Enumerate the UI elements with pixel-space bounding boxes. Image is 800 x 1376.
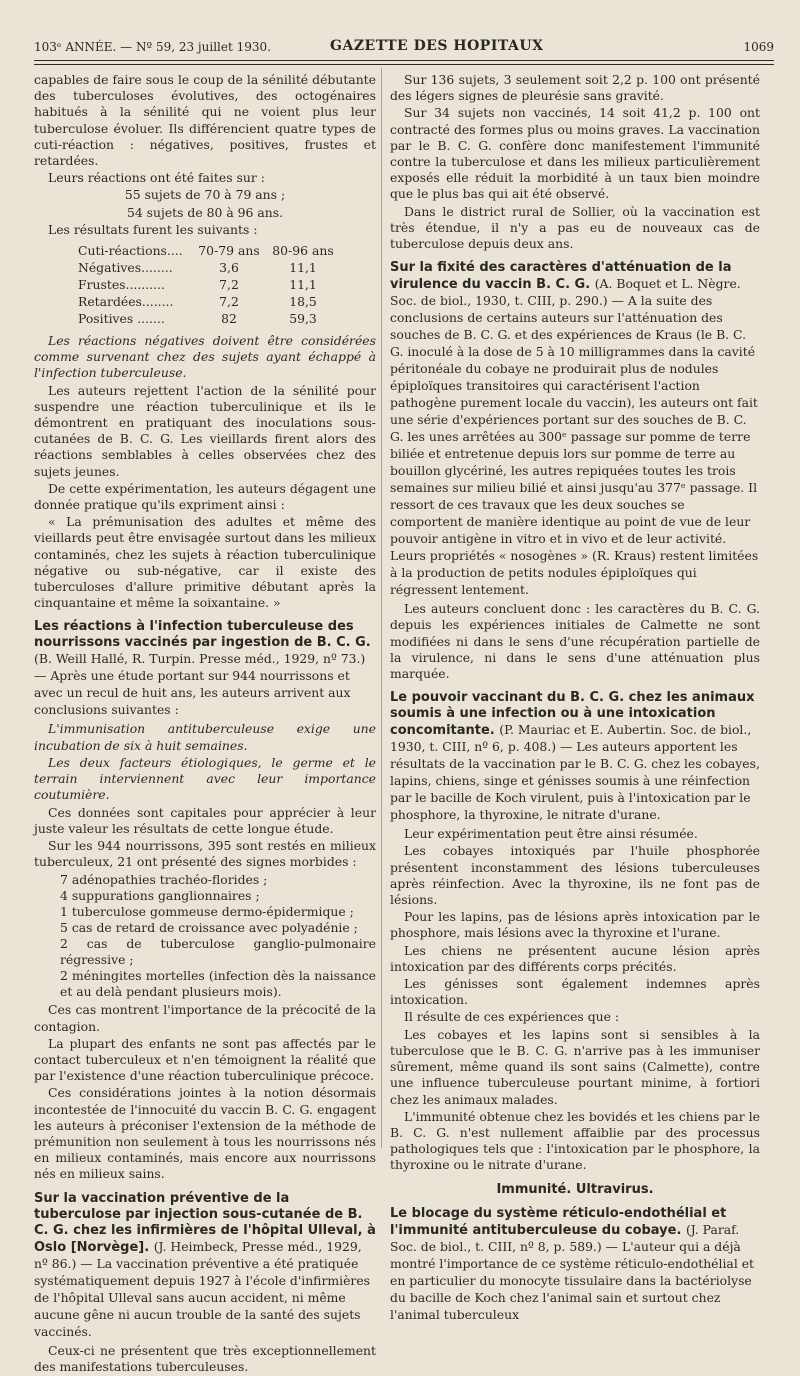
- section-reference: (B. Weill Hallé, R. Turpin. Presse méd., 1929, nº 73.) — Après une étude portant sur 944 nourrissons et avec un recul de huit ans, les auteurs arrivent aux conclusions suivantes :: [34, 651, 366, 718]
- table-cell: Positives .......: [78, 311, 165, 327]
- paragraph: Leur expérimentation peut être ainsi résumée.: [404, 826, 698, 842]
- subsection-heading: Immunité. Ultravirus.: [496, 1181, 654, 1197]
- table-cell: 7,2: [219, 277, 239, 293]
- section-reference: (J. Paraf. Soc. de biol., t. CIII, nº 8, p. 589.) — L'auteur qui a déjà montré l'importance de ce système réticulo-endothélial et en particulier du monocyte tissulaire dans la bactériolyse du bacille de Koch chez l'animal sain et surtout chez l'animal tuberculeux: [390, 1221, 755, 1322]
- section-title: Sur la vaccination préventive de la tuberculose par injection sous-cutanée de B. C. G. chez les infirmières de l'hôpital Ulleval, à Oslo [Norvège].: [34, 1190, 376, 1255]
- paragraph: Sur 34 sujets non vaccinés, 14 soit 41,2 p. 100 ont contracté des formes plus ou moins graves. La vaccination par le B. C. G. confère donc manifestement l'immunité contre la tuberculose et dans les milieux particulièrement exposés elle réduit la morbidité à un taux bien moindre que le plus bas qui ait été observé.: [390, 105, 760, 202]
- page-number: 1069: [743, 40, 774, 54]
- results-table: [72, 242, 340, 327]
- table-cell: 18,5: [289, 294, 317, 310]
- section-title: Le blocage du système réticulo-endothélial et l'immunité antituberculeuse du cobaye.: [390, 1205, 727, 1238]
- table-row: [72, 293, 340, 310]
- section-heading: [390, 690, 760, 824]
- list-item: 2 méningites mortelles (infection dès la naissance et au delà pendant plusieurs mois).: [60, 968, 376, 1000]
- paragraph: Les auteurs concluent donc : les caractères du B. C. G. depuis les expériences initiales de Calmette ne sont modifiées ni dans le sens d'une récupération partielle de la virulence, ni dans le sens d'une atténuation plus marquée.: [390, 601, 760, 682]
- table-cell: Cuti-réactions....: [78, 243, 183, 259]
- section-heading: [390, 260, 760, 599]
- paragraph: Ceux-ci ne présentent que très exceptionnellement des manifestations tuberculeuses.: [34, 1342, 376, 1374]
- paragraph: Pour les lapins, pas de lésions après intoxication par le phosphore, mais lésions avec la thyroxine et l'urane.: [390, 909, 760, 941]
- table-cell: 11,1: [289, 260, 317, 276]
- signs-list: [60, 872, 376, 1000]
- paragraph: Les cobayes intoxiqués par l'huile phosphorée présentent inconstamment des lésions tuberculeuses après réinfection. Avec la thyroxine, ils ne font pas de lésions.: [390, 843, 760, 908]
- paragraph: Ces cas montrent l'importance de la précocité de la contagion.: [34, 1002, 376, 1034]
- paragraph: Les résultats furent les suivants :: [48, 221, 258, 237]
- paragraph: L'immunisation antituberculeuse exige une incubation de six à huit semaines.: [34, 721, 376, 753]
- section-reference: (A. Boquet et L. Nègre. Soc. de biol., 1930, t. CIII, p. 290.) — A la suite des conclusions de certains auteurs sur l'atténuation des souches de B. C. G. et des expériences de Kraus (le B. C. G. inoculé à la dose de 5 à 10 milligrammes dans la cavité péritonéale du cobaye ne produirait plus de nodules épiploïques transitoires qui caractérisent l'action pathogène purement locale du vaccin), les auteurs ont fait une série d'expériences portant sur des souches de B. C. G. les unes arrêtées au 300ᵉ passage sur pomme de terre biliée et entretenue depuis lors sur pomme de terre au bouillon glycériné, les autres repiquées toutes les trois semaines sur milieu bilié et ainsi jusqu'au 377ᵉ passage. Il ressort de ces travaux que les deux souches se comportent de manière identique au point de vue de leur pouvoir antigène in vitro et in vivo et de leur activité. Leurs propriétés « nosogènes » (R. Kraus) restent limitées à la production de petits nodules épiploïques qui régressent lentement.: [390, 276, 759, 598]
- table-cell: Retardées........: [78, 294, 174, 310]
- paragraph: Les chiens ne présentent aucune lésion après intoxication par des différents corps précités.: [390, 942, 760, 974]
- list-item: 7 adénopathies trachéo-florides ;: [60, 872, 268, 888]
- issue-line: 103ᵉ ANNÉE. — Nº 59, 23 juillet 1930.: [34, 40, 271, 54]
- cohort-line: 55 sujets de 70 à 79 ans ;: [124, 187, 286, 203]
- paragraph: L'immunité obtenue chez les bovidés et les chiens par le B. C. G. n'est nullement affaiblie par des processus pathologiques tels que : l'intoxication par le phosphore, la thyroxine ou le nitrate d'urane.: [390, 1108, 760, 1173]
- table-cell: 3,6: [219, 260, 239, 276]
- section-title: Sur la fixité des caractères d'atténuation de la virulence du vaccin B. C. G.: [390, 260, 732, 293]
- table-cell: Frustes..........: [78, 277, 165, 293]
- paragraph: Il résulte de ces expériences que :: [404, 1009, 620, 1025]
- table-cell: 7,2: [219, 294, 239, 310]
- paragraph: Les cobayes et les lapins sont si sensibles à la tuberculose que le B. C. G. n'arrive pas à les immuniser sûrement, même quand ils sont sains (Calmette), contre une influence tuberculeuse pourtant minime, à fortiori chez les animaux malades.: [390, 1026, 760, 1107]
- paragraph: Sur 136 sujets, 3 seulement soit 2,2 p. 100 ont présenté des légers signes de pleurésie sans gravité.: [390, 72, 760, 104]
- table-cell: 70-79 ans: [198, 243, 260, 259]
- list-item: 1 tuberculose gommeuse dermo-épidermique ;: [60, 904, 354, 920]
- paragraph: Leurs réactions ont été faites sur :: [48, 170, 265, 186]
- paragraph: La plupart des enfants ne sont pas affectés par le contact tuberculeux et n'en témoignent la réalité que par l'existence d'une réaction tuberculinique précoce.: [34, 1035, 376, 1084]
- paragraph: Ces considérations jointes à la notion désormais incontestée de l'innocuité du vaccin B. C. G. engagent les auteurs à préconiser l'extension de la méthode de prémunition non seulement à tous les nourrissons nés en milieux contaminés, mais encore aux nourrissons nés en milieux sains.: [34, 1085, 376, 1182]
- section-reference: (P. Mauriac et E. Aubertin. Soc. de biol., 1930, t. CIII, nº 6, p. 408.) — Les auteurs apportent les résultats de la vaccination par le B. C. G. chez les cobayes, lapins, chiens, singe et génisses soumis à une réinfection par le bacille de Koch virulent, puis à l'intoxication par le phosphore, la thyroxine, le nitrate d'urane.: [390, 722, 760, 823]
- paragraph: Sur les 944 nourrissons, 395 sont restés en milieux tuberculeux, 21 ont présenté des signes morbides :: [34, 837, 376, 870]
- page-header: [34, 38, 774, 58]
- column-divider: [381, 68, 382, 1148]
- table-header-row: [72, 242, 340, 259]
- right-column: [390, 72, 760, 1326]
- table-row: [72, 259, 340, 276]
- paragraph: De cette expérimentation, les auteurs dégagent une donnée pratique qu'ils expriment ainsi :: [34, 480, 376, 513]
- section-title: Les réactions à l'infection tuberculeuse des nourrissons vaccinés par ingestion de B. C. G.: [34, 619, 371, 651]
- table-row: [72, 310, 340, 327]
- list-item: 4 suppurations ganglionnaires ;: [60, 888, 260, 904]
- paragraph: Les auteurs rejettent l'action de la sénilité pour suspendre une réaction tuberculinique et ils le démontrent en pratiquant des inoculations sous-cutanées de B. C. G. Les vieillards firent alors des réactions semblables à celles observées chez des sujets jeunes.: [34, 382, 376, 479]
- journal-title: GAZETTE DES HOPITAUX: [330, 38, 544, 54]
- quote: « La prémunisation des adultes et même des vieillards peut être envisagée surtout dans les milieux contaminés, chez les sujets à réaction tuberculinique négative ou sub-négative, car il existe des tuberculoses d'allure primitive débutant après la cinquantaine et même la soixantaine. »: [34, 514, 376, 611]
- header-rule: [34, 60, 774, 65]
- section-reference: (J. Heimbeck, Presse méd., 1929, nº 86.) — La vaccination préventive a été pratiquée systématiquement depuis 1927 à l'école d'infirmières de l'hôpital Ulleval sans aucun accident, ni même aucune gêne ni aucun trouble de la santé des sujets vaccinés.: [34, 1238, 371, 1339]
- paragraph: Les réactions négatives doivent être considérées comme survenant chez des sujets ayant échappé à l'infection tuberculeuse.: [34, 333, 376, 381]
- paragraph: Ces données sont capitales pour apprécier à leur juste valeur les résultats de cette longue étude.: [34, 804, 376, 836]
- table-cell: 82: [221, 311, 237, 327]
- list-item: 2 cas de tuberculose ganglio-pulmonaire régressive ;: [60, 936, 376, 968]
- paragraph: Les génisses sont également indemnes après intoxication.: [390, 976, 760, 1008]
- list-item: 5 cas de retard de croissance avec polyadénie ;: [60, 920, 358, 936]
- section-heading: [34, 1191, 376, 1341]
- table-cell: 11,1: [289, 277, 317, 293]
- table-cell: Négatives........: [78, 260, 173, 276]
- paragraph: capables de faire sous le coup de la sénilité débutante des tuberculoses évolutives, des octogénaires habitués à la sénilité qui ne voient plus leur tuberculose évoluer. Ils différencient quatre types de cuti-réaction : négatives, positives, frustes et retardées.: [34, 72, 376, 169]
- table-cell: 59,3: [289, 311, 317, 327]
- section-heading: [390, 1206, 760, 1324]
- table-row: [72, 276, 340, 293]
- cohort-line: 54 sujets de 80 à 96 ans.: [126, 204, 284, 220]
- table-cell: 80-96 ans: [272, 243, 334, 259]
- left-column: [34, 72, 376, 1376]
- paragraph: Dans le district rural de Sollier, où la vaccination est très étendue, il n'y a pas eu de nouveaux cas de tuberculose depuis deux ans.: [390, 203, 760, 252]
- paragraph: Les deux facteurs étiologiques, le germe et le terrain interviennent avec leur importance coutumière.: [34, 754, 376, 803]
- section-heading: [34, 619, 376, 719]
- section-title: Le pouvoir vaccinant du B. C. G. chez les animaux soumis à une infection ou à une intoxication concomitante.: [390, 690, 755, 739]
